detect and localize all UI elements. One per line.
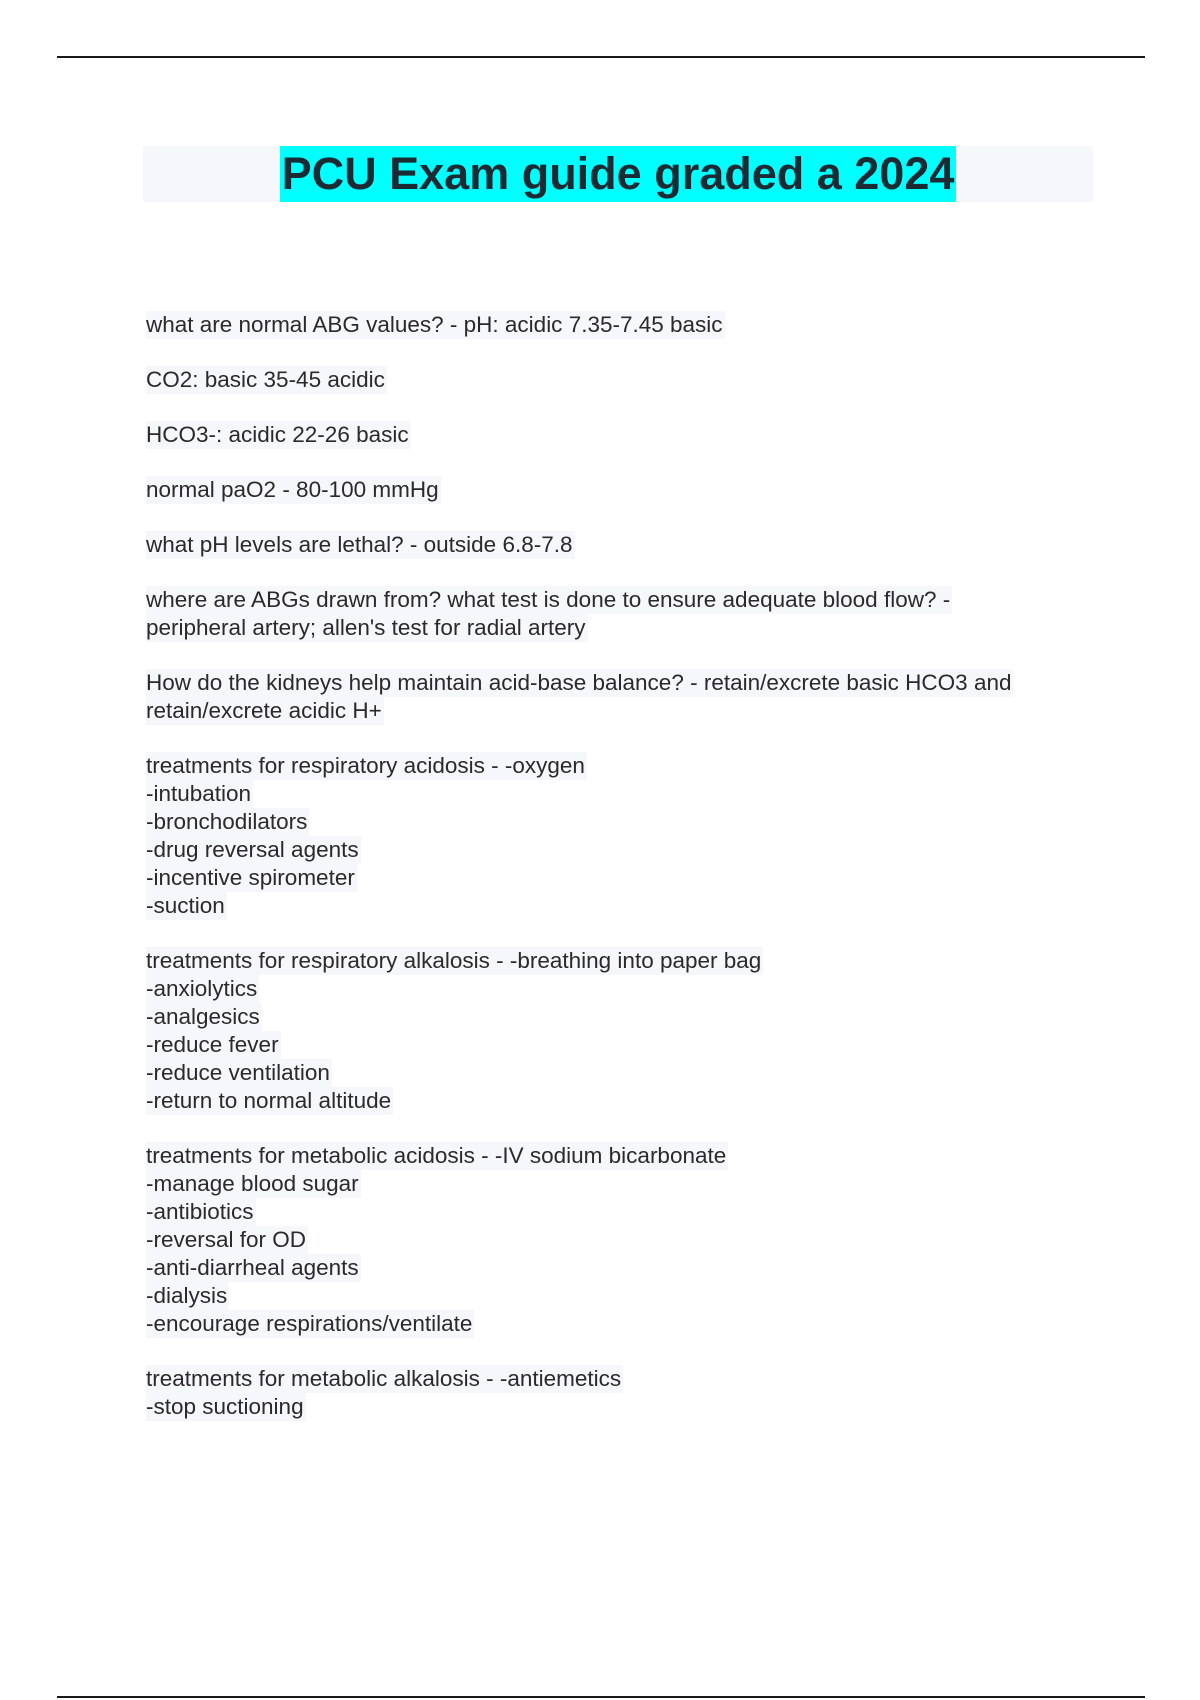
- qa-line: How do the kidneys help maintain acid-base balance? - retain/excrete basic HCO3 and: [146, 670, 1012, 695]
- qa-entry: [146, 311, 1106, 339]
- qa-line: -antibiotics: [146, 1199, 254, 1224]
- qa-line: -suction: [146, 893, 225, 918]
- qa-line: -intubation: [146, 781, 252, 806]
- qa-line: treatments for respiratory acidosis - -oxygen: [146, 753, 585, 778]
- qa-line: CO2: basic 35-45 acidic: [146, 367, 385, 392]
- qa-entry: [146, 366, 1106, 394]
- qa-line: -reduce ventilation: [146, 1060, 330, 1085]
- qa-line: normal paO2 - 80-100 mmHg: [146, 477, 439, 502]
- bottom-rule: [57, 1696, 1145, 1698]
- qa-line: -encourage respirations/ventilate: [146, 1311, 473, 1336]
- qa-line: where are ABGs drawn from? what test is done to ensure adequate blood flow? -: [146, 587, 951, 612]
- qa-line: -incentive spirometer: [146, 865, 355, 890]
- qa-line: treatments for metabolic alkalosis - -antiemetics: [146, 1366, 622, 1391]
- qa-entry: [146, 947, 1106, 1115]
- document-title: PCU Exam guide graded a 2024: [280, 146, 957, 202]
- qa-entry: [146, 669, 1106, 725]
- qa-line: -reduce fever: [146, 1032, 279, 1057]
- qa-entry: [146, 752, 1106, 920]
- qa-line: treatments for respiratory alkalosis - -breathing into paper bag: [146, 948, 762, 973]
- qa-line: what are normal ABG values? - pH: acidic 7.35-7.45 basic: [146, 312, 723, 337]
- qa-line: -return to normal altitude: [146, 1088, 392, 1113]
- qa-line: -analgesics: [146, 1004, 260, 1029]
- title-band: [143, 146, 1093, 202]
- qa-line: -reversal for OD: [146, 1227, 307, 1252]
- qa-line: peripheral artery; allen's test for radial artery: [146, 615, 586, 640]
- qa-line: treatments for metabolic acidosis - -IV sodium bicarbonate: [146, 1143, 727, 1168]
- qa-line: -anti-diarrheal agents: [146, 1255, 359, 1280]
- document-body: [146, 311, 1106, 1448]
- qa-line: -anxiolytics: [146, 976, 258, 1001]
- qa-line: HCO3-: acidic 22-26 basic: [146, 422, 409, 447]
- qa-line: -drug reversal agents: [146, 837, 359, 862]
- qa-entry: [146, 586, 1106, 642]
- qa-entry: [146, 1365, 1106, 1421]
- qa-entry: [146, 1142, 1106, 1338]
- qa-line: -bronchodilators: [146, 809, 308, 834]
- qa-entry: [146, 531, 1106, 559]
- qa-line: -manage blood sugar: [146, 1171, 359, 1196]
- qa-line: what pH levels are lethal? - outside 6.8-7.8: [146, 532, 573, 557]
- qa-entry: [146, 421, 1106, 449]
- qa-line: -stop suctioning: [146, 1394, 304, 1419]
- qa-line: retain/excrete acidic H+: [146, 698, 382, 723]
- top-rule: [57, 56, 1145, 58]
- qa-line: -dialysis: [146, 1283, 228, 1308]
- qa-entry: [146, 476, 1106, 504]
